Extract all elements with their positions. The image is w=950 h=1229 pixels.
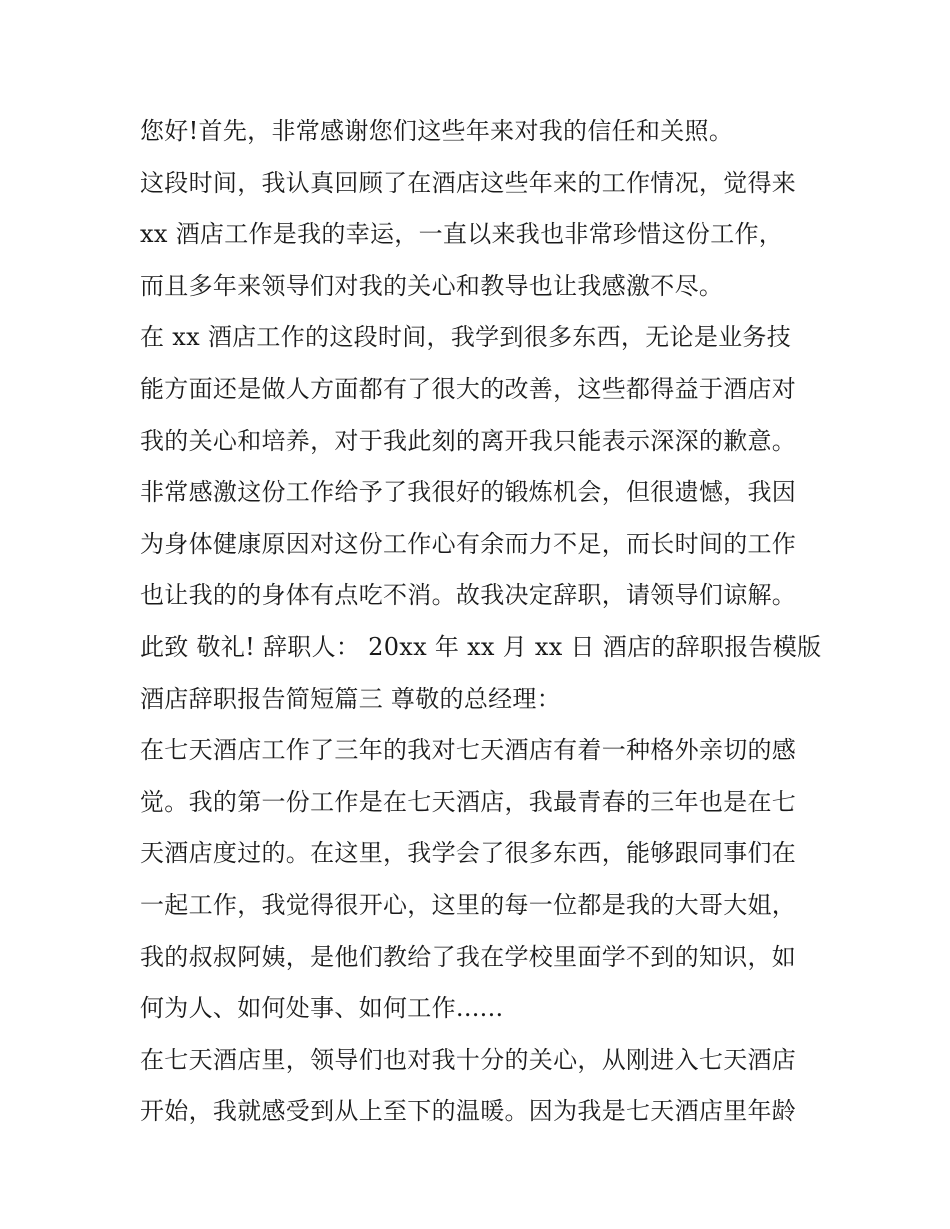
text-line: 为身体健康原因对这份工作心有余而力不足，而长时间的工作 — [140, 529, 797, 558]
text-line: 在七天酒店里，领导们也对我十分的关心，从刚进入七天酒店 — [140, 1045, 797, 1074]
text-line: 在 xx 酒店工作的这段时间，我学到很多东西，无论是业务技 — [140, 323, 792, 352]
text-line: 何为人、如何处事、如何工作...... — [140, 994, 504, 1023]
text-line: 酒店辞职报告简短篇三 尊敬的总经理： — [140, 684, 562, 713]
text-line: xx 酒店工作是我的幸运，一直以来我也非常珍惜这份工作， — [140, 220, 784, 249]
text-line: 我的叔叔阿姨，是他们教给了我在学校里面学不到的知识，如 — [140, 942, 797, 971]
text-line: 而且多年来领导们对我的关心和教导也让我感激不尽。 — [140, 271, 724, 300]
text-line: 此致 敬礼! 辞职人： 20xx 年 xx 月 xx 日 酒店的辞职报告模版 — [140, 632, 822, 661]
text-line: 非常感激这份工作给予了我很好的锻炼机会，但很遗憾，我因 — [140, 478, 797, 507]
text-line: 一起工作，我觉得很开心，这里的每一位都是我的大哥大姐， — [140, 890, 797, 919]
text-line: 开始，我就感受到从上至下的温暖。因为我是七天酒店里年龄 — [140, 1097, 797, 1126]
text-line: 觉。我的第一份工作是在七天酒店，我最青春的三年也是在七 — [140, 787, 797, 816]
text-line: 在七天酒店工作了三年的我对七天酒店有着一种格外亲切的感 — [140, 736, 797, 765]
letter-body — [140, 106, 820, 1138]
text-line: 我的关心和培养，对于我此刻的离开我只能表示深深的歉意。 — [140, 426, 797, 455]
text-line: 天酒店度过的。在这里，我学会了很多东西，能够跟同事们在 — [140, 839, 797, 868]
text-line: 您好!首先，非常感谢您们这些年来对我的信任和关照。 — [140, 117, 734, 145]
text-line: 能方面还是做人方面都有了很大的改善，这些都得益于酒店对 — [140, 374, 797, 403]
text-line: 也让我的的身体有点吃不消。故我决定辞职，请领导们谅解。 — [140, 581, 797, 610]
text-line: 这段时间，我认真回顾了在酒店这些年来的工作情况，觉得来 — [140, 168, 797, 197]
